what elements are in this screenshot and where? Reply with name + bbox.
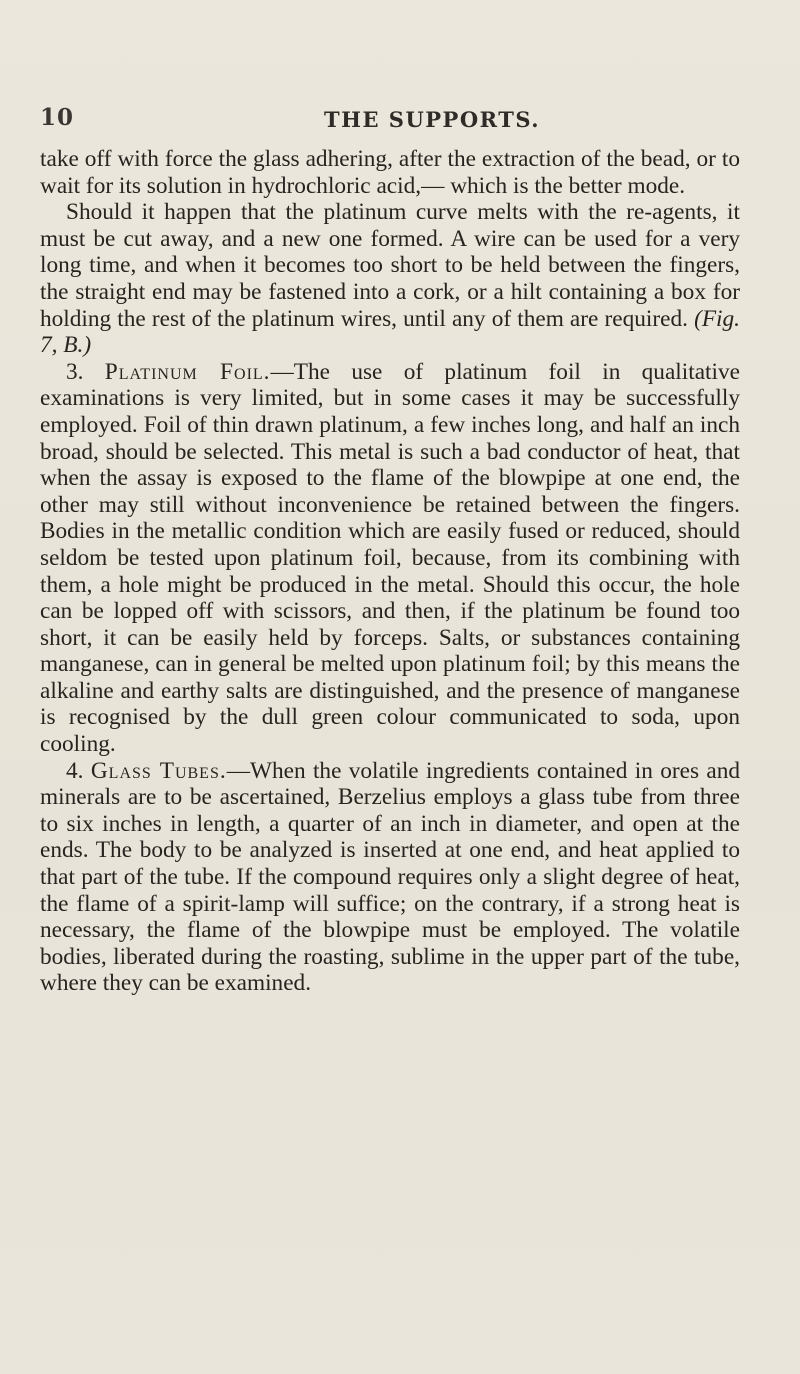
page-number: 10 xyxy=(40,104,75,131)
paragraph-3-text: —The use of platinum foil in qualitative examinations is very limited, but in some cases it may be successfully employed. Foil of thin drawn platinum, a few inches long, and half an inch broad, should be selected. This metal is such a bad conductor of heat, that when the assay is exposed to the flame of the blowpipe at one end, the other may still without inconvenience be retained between the fingers. Bodies in the metallic condition which are easily fused or reduced, should seldom be tested upon platinum foil, because, from its combining with them, a hole might be produced in the metal. Should this occur, the hole can be lopped off with scissors, and then, if the platinum be found too short, it can be easily held by forceps. Salts, or substances containing manganese, can in general be melted upon platinum foil; by this means the alkaline and earthy salts are distinguished, and the presence of manganese is recognised by the dull green colour communicated to soda, upon cooling. xyxy=(40,358,740,758)
section-heading-glass-tubes: Glass Tubes. xyxy=(90,757,227,784)
section-number-3: 3. xyxy=(66,358,84,385)
paragraph-4-glass-tubes xyxy=(40,758,740,997)
page-header xyxy=(34,104,774,134)
section-heading-platinum-foil: Platinum Foil. xyxy=(104,358,271,385)
paragraph-4-text: —When the volatile ingredients contained in ores and minerals are to be ascertained, Berzelius employs a glass tube from three to six inches in length, a quarter of an inch in diameter, and open at the ends. The body to be analyzed is inserted at one end, and heat applied to that part of the tube. If the compound requires only a slight degree of heat, the flame of a spirit-lamp will suffice; on the contrary, if a strong heat is necessary, the flame of the blowpipe must be employed. The volatile bodies, liberated during the roasting, sublime in the upper part of the tube, where they can be examined. xyxy=(40,757,741,997)
paragraph-1 xyxy=(40,146,740,199)
paragraph-1-text: take off with force the glass adhering, after the extraction of the bead, or to wait for its solution in hydrochloric acid,— which is the better mode. xyxy=(40,146,740,199)
section-number-4: 4. xyxy=(66,757,84,784)
figure-reference: (Fig. 7, B.) xyxy=(40,305,740,359)
body-text xyxy=(40,146,740,997)
running-head: THE SUPPORTS. xyxy=(324,107,541,132)
paragraph-2 xyxy=(40,199,740,359)
paragraph-2-text: Should it happen that the platinum curve melts with the re-agents, it must be cut away, and a new one formed. A wire can be used for a very long time, and when it becomes too short to be held between the fingers, the straight end may be fastened into a cork, or a hilt containing a box for holding the rest of the platinum wires, until any of them are required. xyxy=(40,199,740,332)
paragraph-3-platinum-foil xyxy=(40,359,740,758)
